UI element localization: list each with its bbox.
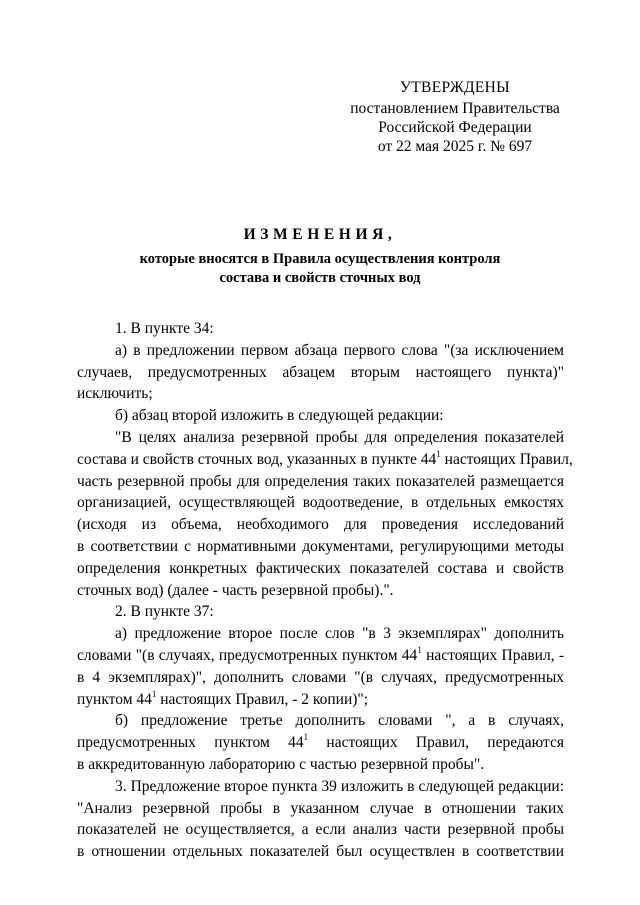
body-line xyxy=(77,601,564,623)
body-line-text: предусмотренных пунктом 44 xyxy=(77,734,304,752)
body-line-text: "Анализ резервной пробы в указанном случае в отношении таких xyxy=(77,799,564,817)
body-line xyxy=(77,383,564,405)
body-line-text: а) предложение второе после слов "в 3 экземплярах" дополнить xyxy=(115,625,564,643)
body-line-text: 2. В пункте 37: xyxy=(115,603,214,621)
body-line xyxy=(77,536,564,558)
document-subtitle xyxy=(70,250,570,288)
body-line-text: исключить; xyxy=(77,385,153,403)
approval-line-3: от 22 мая 2025 г. № 697 xyxy=(377,138,533,155)
superscript: 1 xyxy=(151,688,157,699)
body-line-text: в соответствии с нормативными документами, регулирующими методы xyxy=(77,537,564,555)
body-line-text-after: настоящих Правил, - xyxy=(421,646,564,664)
body-line xyxy=(77,819,564,841)
body-line-text: часть резервной пробы для определения таких показателей размещается xyxy=(77,472,564,490)
body-line xyxy=(77,623,564,645)
document-title: ИЗМЕНЕНИЯ, xyxy=(243,226,397,243)
approval-line-2: Российской Федерации xyxy=(378,119,532,136)
body-line-text: 3. Предложение второе пункта 39 изложить в следующей редакции: xyxy=(115,777,564,795)
body-line xyxy=(77,667,564,689)
document-body xyxy=(77,318,573,863)
body-line-text: в 4 экземплярах)", дополнить словами "(в случаях, предусмотренных xyxy=(77,668,564,686)
body-line-text: б) предложение третье дополнить словами ", а в случаях, xyxy=(115,712,564,730)
approval-line-1: постановлением Правительства xyxy=(350,100,560,117)
body-line-text: 1. В пункте 34: xyxy=(115,320,214,337)
body-line xyxy=(77,405,564,427)
superscript: 1 xyxy=(436,448,441,459)
body-line-text: б) абзац второй изложить в следующей редакции: xyxy=(115,407,444,425)
body-line xyxy=(77,732,564,754)
body-line-text: случаев, предусмотренных абзацем вторым настоящего пункта)" xyxy=(77,363,564,381)
body-line xyxy=(77,448,573,471)
body-line-text: пунктом 44 xyxy=(77,690,152,708)
body-line-text-after: настоящих Правил, - 2 копии)"; xyxy=(156,690,369,708)
body-line-text: а) в предложении первом абзаца первого слова "(за исключением xyxy=(115,341,564,359)
body-line xyxy=(77,776,564,798)
approval-block xyxy=(350,78,560,156)
body-line xyxy=(77,318,564,340)
body-line xyxy=(77,689,564,711)
body-line-text: в отношении отдельных показателей был осуществлен в соответствии xyxy=(77,843,564,861)
body-line xyxy=(77,580,564,602)
subtitle-line-1: которые вносятся в Правила осуществления контроля xyxy=(139,251,501,267)
body-line xyxy=(77,798,564,820)
body-line xyxy=(77,754,564,776)
superscript: 1 xyxy=(417,644,422,655)
body-line-text-after: настоящих Правил, передаются xyxy=(308,734,565,752)
body-line xyxy=(77,645,564,667)
subtitle-line-2: состава и свойств сточных вод xyxy=(219,270,421,286)
body-line-text: сточных вод) (далее - часть резервной пробы).". xyxy=(77,581,394,599)
body-line-text: показателей не осуществляется, а если анализ части резервной пробы xyxy=(77,821,564,839)
body-line xyxy=(77,710,564,732)
body-line xyxy=(77,471,564,493)
body-line-text: в аккредитованную лабораторию с частью резервной пробы". xyxy=(77,755,485,773)
body-line-text: "В целях анализа резервной пробы для определения показателей xyxy=(115,428,564,446)
body-line xyxy=(77,514,564,536)
superscript: 1 xyxy=(303,732,309,743)
body-line xyxy=(77,427,564,449)
body-line-text: (исходя из объема, необходимого для проведения исследований xyxy=(77,516,564,534)
body-line-text: состава и свойств сточных вод, указанных в пункте 44 xyxy=(77,450,437,468)
body-line xyxy=(77,340,564,362)
body-line-text: словами "(в случаях, предусмотренных пунктом 44 xyxy=(77,646,418,664)
approval-heading: УТВЕРЖДЕНЫ xyxy=(400,79,510,96)
body-line xyxy=(77,362,564,384)
body-line xyxy=(77,492,564,514)
body-line xyxy=(77,841,564,863)
body-line-text: организацией, осуществляющей водоотведение, в отдельных емкостях xyxy=(77,494,564,512)
body-line-text-after: настоящих Правил, xyxy=(440,450,573,468)
body-line xyxy=(77,558,564,580)
body-line-text: определения конкретных фактических показателей состава и свойств xyxy=(77,559,564,577)
